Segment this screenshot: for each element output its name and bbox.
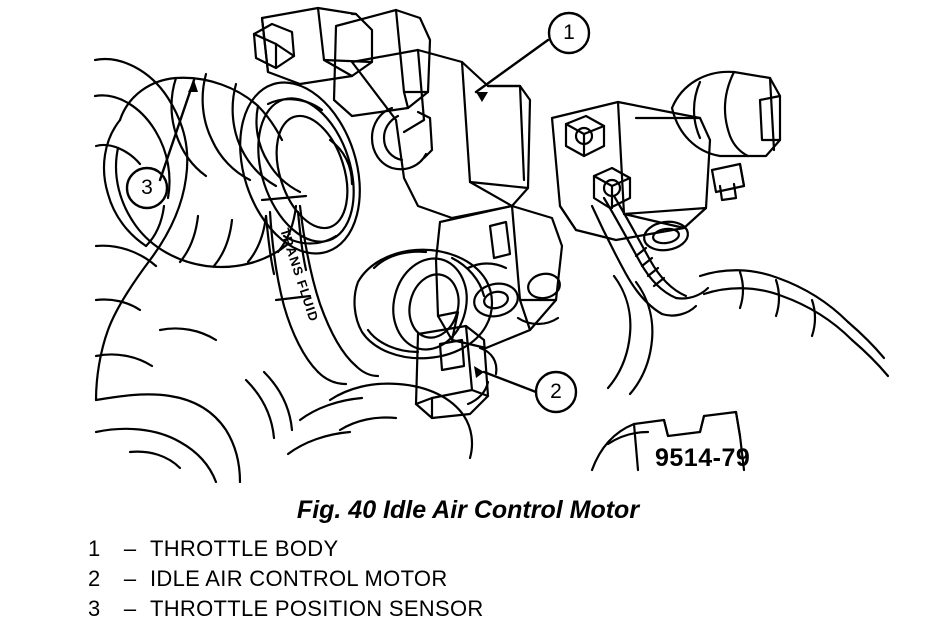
legend-separator: –	[123, 566, 137, 591]
legend-item	[88, 534, 788, 564]
legend-item	[88, 594, 788, 624]
legend-item-label: IDLE AIR CONTROL MOTOR	[150, 566, 448, 591]
legend-item	[88, 564, 788, 594]
legend-item-number: 1	[88, 536, 101, 561]
callout-1-number: 1	[563, 21, 575, 44]
callout-2-number: 2	[550, 380, 562, 403]
legend-separator: –	[123, 596, 137, 621]
figure-caption: Fig. 40 Idle Air Control Motor	[296, 496, 640, 524]
figure-legend	[88, 534, 788, 624]
svg-text:TRANS FLUID: TRANS FLUID	[277, 226, 322, 324]
legend-item-label: THROTTLE BODY	[150, 536, 339, 561]
legend-item-number: 3	[88, 596, 101, 621]
legend-item-label: THROTTLE POSITION SENSOR	[150, 596, 484, 621]
figure-part-number: 9514-79	[655, 444, 751, 472]
legend-item-number: 2	[88, 566, 101, 591]
callout-3-number: 3	[141, 176, 153, 199]
legend-separator: –	[123, 536, 137, 561]
